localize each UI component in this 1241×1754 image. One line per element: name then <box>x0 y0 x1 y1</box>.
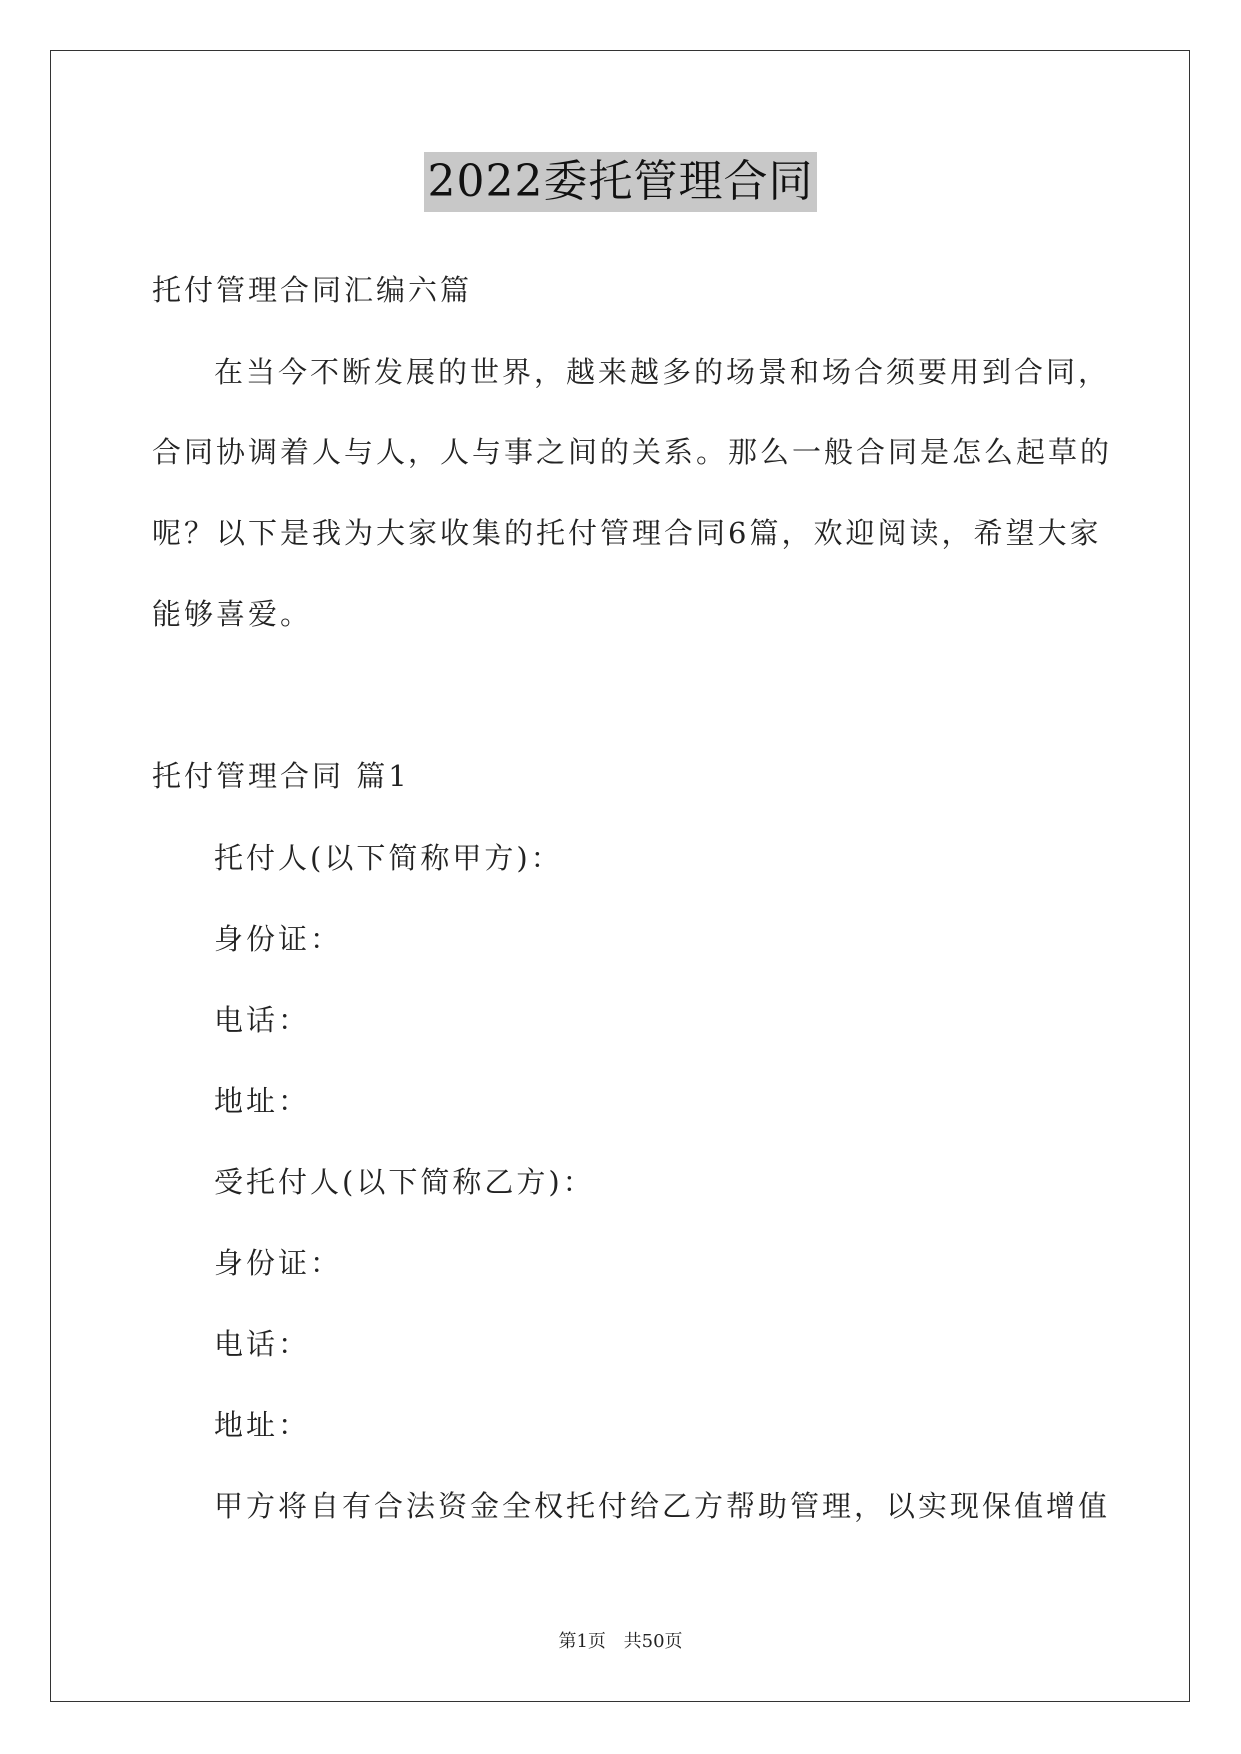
document-title: 2022委托管理合同 <box>424 152 818 212</box>
field-label-id: 身份证： <box>214 1246 343 1280</box>
subtitle: 托付管理合同汇编六篇 <box>152 273 473 307</box>
section-heading: 托付管理合同 篇1 <box>152 759 410 793</box>
page-footer <box>0 1630 1241 1654</box>
paragraph-line: 在当今不断发展的世界，越来越多的场景和场合须要用到合同， <box>214 355 1111 389</box>
page-number: 第1页 <box>558 1631 606 1652</box>
paragraph-line: 合同协调着人与人，人与事之间的关系。那么一般合同是怎么起草的 <box>152 435 1113 469</box>
field-label-address: 地址： <box>214 1084 311 1118</box>
paragraph-line: 呢？以下是我为大家收集的托付管理合同6篇，欢迎阅读，希望大家 <box>152 516 1102 550</box>
field-label-phone: 电话： <box>214 1327 311 1361</box>
field-label-party-a: 托付人(以下简称甲方)： <box>214 841 563 875</box>
field-label-party-b: 受托付人(以下简称乙方)： <box>214 1165 595 1199</box>
field-label-phone: 电话： <box>214 1003 311 1037</box>
page-total: 共50页 <box>623 1631 683 1652</box>
field-label-address: 地址： <box>214 1408 311 1442</box>
paragraph-line: 能够喜爱。 <box>152 597 313 631</box>
paragraph-line: 甲方将自有合法资金全权托付给乙方帮助管理，以实现保值增值 <box>214 1489 1111 1523</box>
field-label-id: 身份证： <box>214 922 343 956</box>
title-container <box>0 152 1241 212</box>
